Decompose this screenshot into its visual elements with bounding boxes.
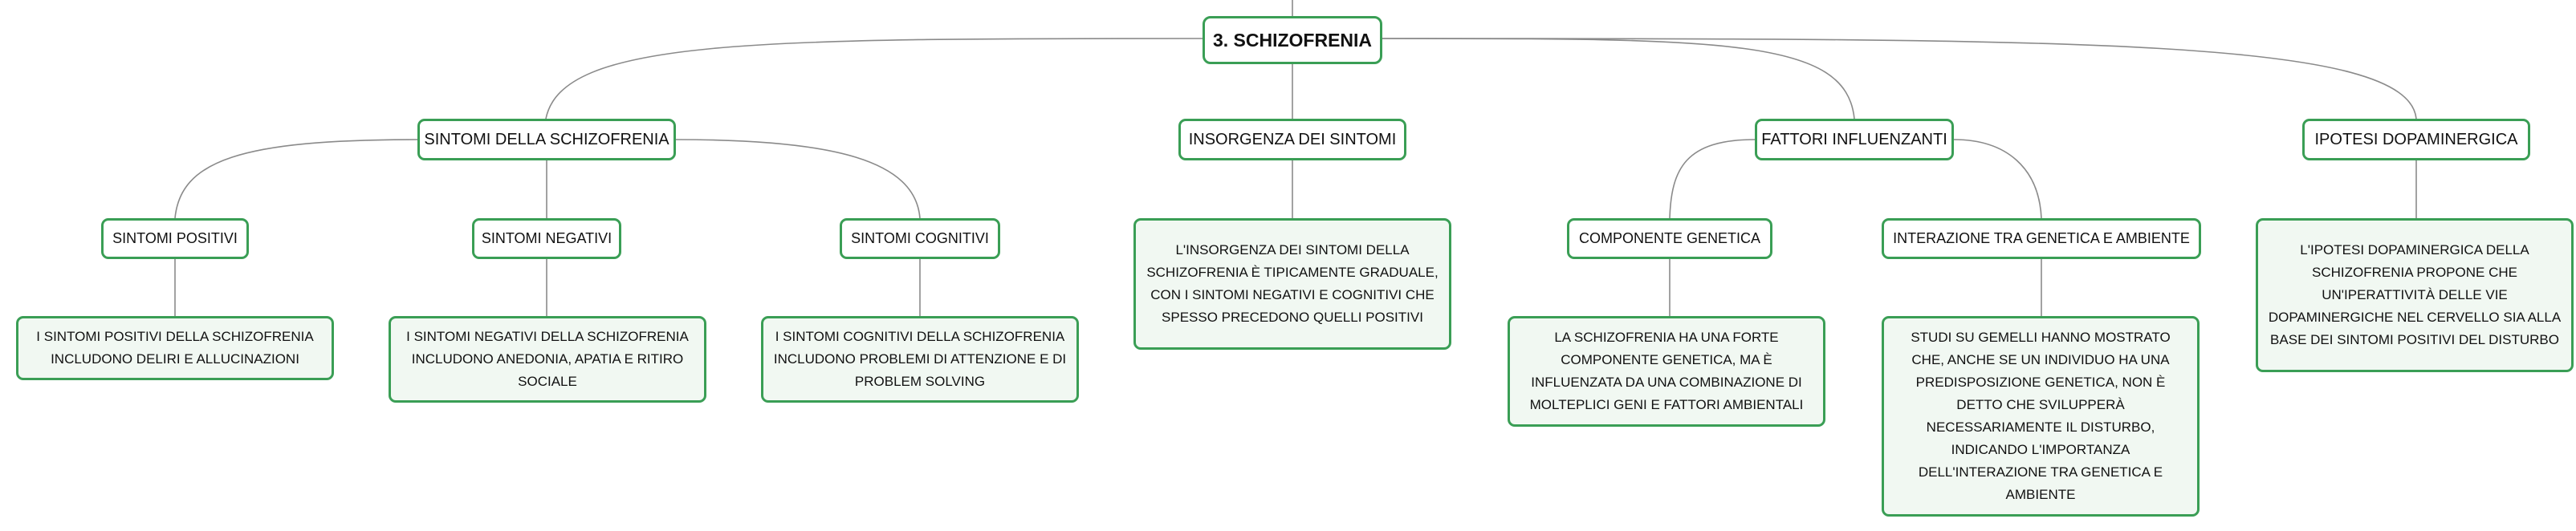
subtopic-node-sintomi-negativi[interactable] [472,218,621,259]
detail-text: I SINTOMI NEGATIVI DELLA SCHIZOFRENIA INCLUDONO ANEDONIA, APATIA E RITIRO SOCIALE [406,329,689,389]
category-node-sintomi[interactable] [417,119,676,160]
detail-text: STUDI SU GEMELLI HANNO MOSTRATO CHE, ANCHE SE UN INDIVIDUO HA UNA PREDISPOSIZIONE GENETICA, NON È DETTO CHE SVILUPPERÀ NECESSARIAMENTE IL DISTURBO, INDICANDO L'IMPORTANZA DELL'INTERAZIONE TRA GENETICA E AMBIENTE [1911,330,2171,502]
subtopic-label: SINTOMI POSITIVI [112,230,238,246]
category-label: INSORGENZA DEI SINTOMI [1188,130,1397,148]
category-label: FATTORI INFLUENZANTI [1761,130,1947,148]
detail-text: L'INSORGENZA DEI SINTOMI DELLA SCHIZOFRENIA È TIPICAMENTE GRADUALE, CON I SINTOMI NEGATIVI E COGNITIVI CHE SPESSO PRECEDONO QUELLI POSITIVI [1146,242,1439,325]
category-node-fattori[interactable] [1755,119,1954,160]
connector [175,140,417,218]
subtopic-node-sintomi-positivi[interactable] [101,218,249,259]
root-node[interactable] [1203,16,1382,64]
detail-node-insorgenza[interactable] [1133,218,1451,350]
connector [546,39,1203,119]
detail-node-sintomi-negativi[interactable] [389,316,706,403]
detail-node-sintomi-positivi[interactable] [16,316,334,380]
detail-node-sintomi-cognitivi[interactable] [761,316,1079,403]
subtopic-label: COMPONENTE GENETICA [1578,230,1761,246]
detail-text: LA SCHIZOFRENIA HA UNA FORTE COMPONENTE GENETICA, MA È INFLUENZATA DA UNA COMBINAZIONE DI MOLTEPLICI GENI E FATTORI AMBIENTALI [1529,330,1804,412]
connector [1382,39,2416,119]
connector [676,140,920,218]
detail-node-ipotesi[interactable] [2256,218,2574,372]
subtopic-label: SINTOMI NEGATIVI [481,230,612,246]
detail-text: I SINTOMI POSITIVI DELLA SCHIZOFRENIA INCLUDONO DELIRI E ALLUCINAZIONI [36,329,314,367]
detail-text: L'IPOTESI DOPAMINERGICA DELLA SCHIZOFRENIA PROPONE CHE UN'IPERATTIVITÀ DELLE VIE DOPAMINERGICHE NEL CERVELLO SIA ALLA BASE DEI SINTOMI POSITIVI DEL DISTURBO [2268,242,2562,347]
subtopic-label: INTERAZIONE TRA GENETICA E AMBIENTE [1893,230,2190,246]
category-label: SINTOMI DELLA SCHIZOFRENIA [424,130,669,148]
subtopic-node-componente-genetica[interactable] [1567,218,1772,259]
subtopic-node-sintomi-cognitivi[interactable] [840,218,1000,259]
connector [1670,140,1755,218]
category-node-ipotesi[interactable] [2302,119,2530,160]
detail-node-componente-genetica[interactable] [1508,316,1825,427]
detail-node-interazione[interactable] [1882,316,2200,517]
connector [1954,140,2041,218]
category-node-insorgenza[interactable] [1178,119,1406,160]
category-label: IPOTESI DOPAMINERGICA [2314,130,2518,148]
detail-text: I SINTOMI COGNITIVI DELLA SCHIZOFRENIA INCLUDONO PROBLEMI DI ATTENZIONE E DI PROBLEM SOLVING [773,329,1067,389]
connector [1382,39,1854,119]
root-label: 3. SCHIZOFRENIA [1212,29,1373,51]
subtopic-node-interazione[interactable] [1882,218,2201,259]
subtopic-label: SINTOMI COGNITIVI [851,230,989,246]
